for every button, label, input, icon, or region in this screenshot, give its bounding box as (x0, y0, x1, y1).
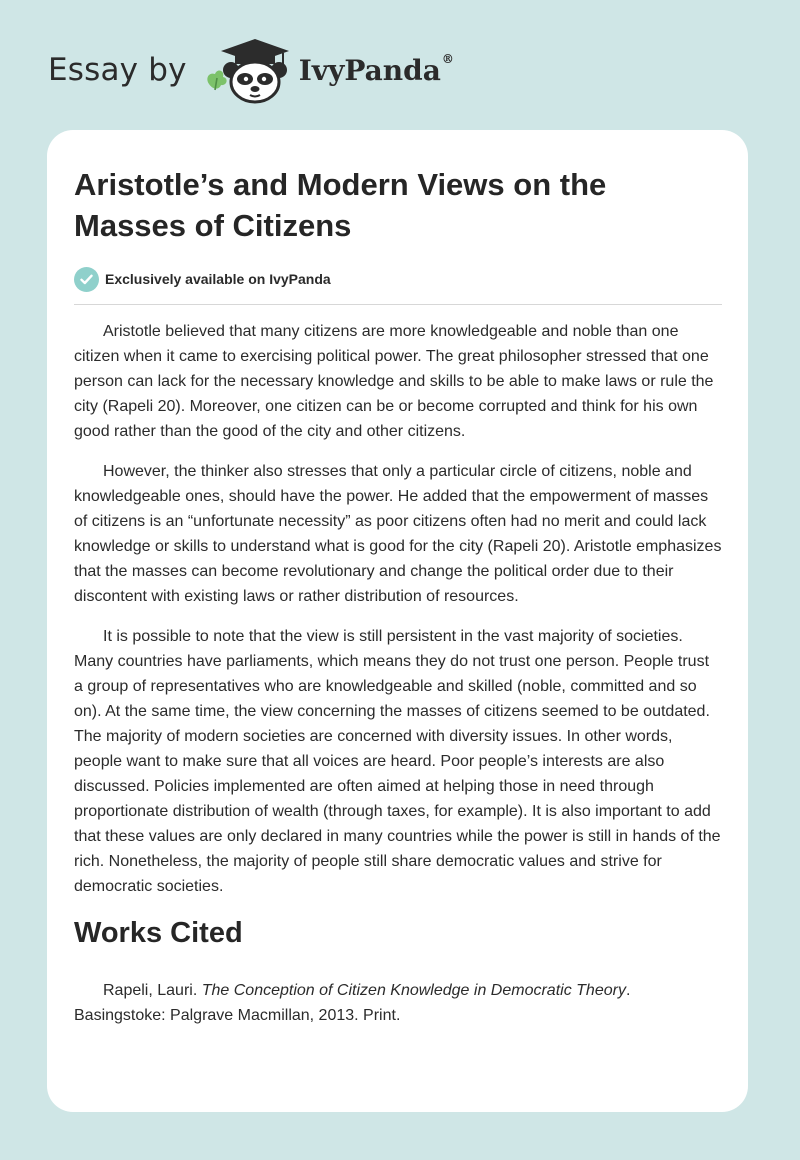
site-header (48, 34, 454, 106)
panda-graduate-logo-icon (203, 34, 295, 106)
essay-paragraph-1: Aristotle believed that many citizens are more knowledgeable and noble than one citizen when it came to exercising political power. The great philosopher stressed that one person can lack for the necessary knowledge and skills to be able to make laws or rule the city (Rapeli 20). Moreover, one citizen can be or become corrupted and think for his own good rather than the good of the city and other citizens. (74, 323, 714, 440)
brand-name-text: IvyPanda (298, 53, 441, 87)
citation-title: The Conception of Citizen Knowledge in Democratic Theory (201, 982, 626, 999)
citation-publication: . Basingstoke: Palgrave Macmillan, 2013. Print. (74, 982, 631, 1024)
essay-paragraph-2: However, the thinker also stresses that only a particular circle of citizens, noble and knowledgeable ones, should have the power. He added that the empowerment of masses of citizens is an “unfortunate necessity” as poor citizens often had no merit and could lack knowledge or skills to understand what is good for the city (Rapeli 20). Aristotle emphasizes that the masses can become revolutionary and change the political order due to their discontent with existing laws or rather distribution of resources. (74, 463, 722, 605)
essay-body (74, 319, 722, 899)
essay-by-label: Essay by (48, 52, 187, 88)
title-divider (74, 304, 722, 305)
citation-author: Rapeli, Lauri. (103, 982, 198, 999)
ivypanda-logo-link[interactable] (203, 34, 454, 106)
essay-card (47, 130, 748, 1112)
exclusive-label: Exclusively available on IvyPanda (105, 271, 331, 287)
exclusive-badge (74, 266, 722, 292)
essay-paragraph-3: It is possible to note that the view is still persistent in the vast majority of societies. Many countries have parliaments, which means they do not trust one person. People trust a group of representatives who are knowledgeable and skilled (noble, committed and so on). At the same time, the view concerning the masses of citizens seemed to be outdated. The majority of modern societies are concerned with diversity issues. In other words, people want to make sure that all voices are heard. Poor people’s interests are also discussed. Policies implemented are often aimed at helping those in need through proportionate distribution of wealth (through taxes, for example). It is also important to add that these values are only declared in many countries while the power is still in hands of the rich. Nonetheless, the majority of people still share democratic values and strive for democratic societies. (74, 628, 721, 895)
citation-entry (74, 978, 722, 1028)
page-title: Aristotle’s and Modern Views on the Masses of Citizens (74, 167, 607, 243)
registered-mark: ® (441, 51, 454, 66)
ivypanda-wordmark (298, 51, 454, 87)
check-circle-icon (74, 267, 99, 292)
works-cited-heading: Works Cited (74, 917, 243, 949)
